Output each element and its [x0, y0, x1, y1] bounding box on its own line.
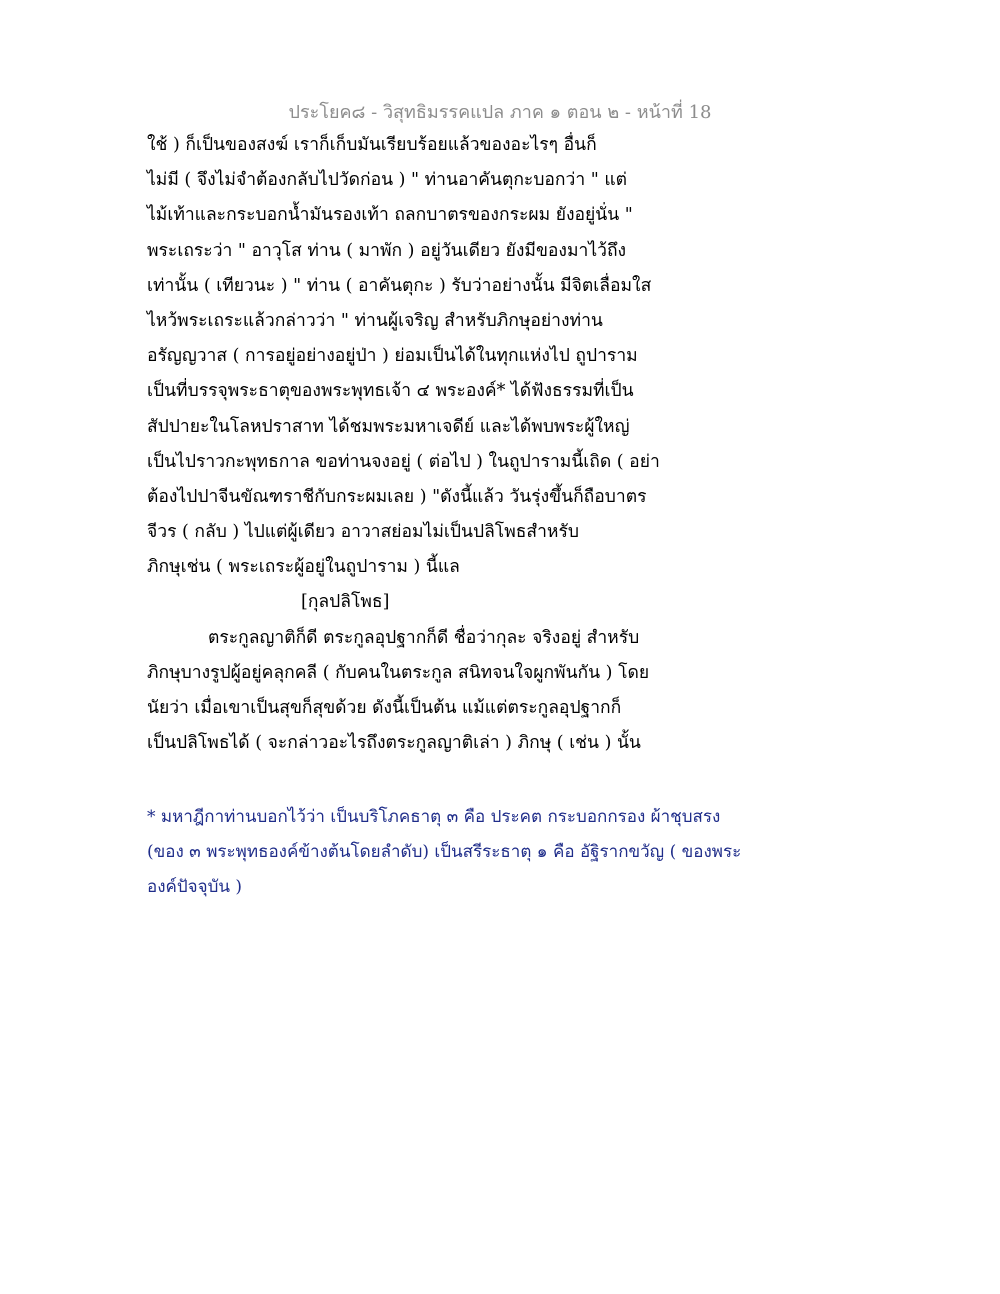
body-line: เป็นไปราวกะพุทธกาล ขอท่านจงอยู่ ( ต่อไป ) ในถูปารามนี้เถิด ( อย่า	[147, 451, 660, 472]
body-line: ไม่มี ( จึงไม่จำต้องกลับไปวัดก่อน ) " ท่านอาคันตุกะบอกว่า " แต่	[147, 170, 628, 191]
footnote-line: * มหาฎีกาท่านบอกไว้ว่า เป็นบริโภคธาตุ ๓ คือ ประคต กระบอกกรอง ผ้าชุบสรง	[147, 807, 721, 827]
body-line: อรัญญวาส ( การอยู่อย่างอยู่ป่า ) ย่อมเป็นได้ในทุกแห่งไป ถูปาราม	[147, 346, 638, 367]
body-line: พระเถระว่า " อาวุโส ท่าน ( มาพัก ) อยู่วันเดียว ยังมีของมาไว้ถึง	[147, 240, 627, 261]
body-line: สัปปายะในโลหปราสาท ได้ชมพระมหาเจดีย์ และได้พบพระผู้ใหญ่	[147, 416, 630, 437]
page-header: ประโยค๘ - วิสุทธิมรรคแปล ภาค ๑ ตอน ๒ - หน้าที่ 18	[288, 102, 712, 123]
body-text	[147, 128, 867, 761]
body-line: เท่านั้น ( เทียวนะ ) " ท่าน ( อาคันตุกะ ) รับว่าอย่างนั้น มีจิตเลื่อมใส	[147, 275, 652, 296]
footnote-line: องค์ปัจจุบัน )	[147, 877, 243, 897]
body-line: ต้องไปปาจีนขัณฑราชีกับกระผมเลย ) "ดังนี้แล้ว วันรุ่งขึ้นก็ถือบาตร	[147, 486, 647, 507]
body-line: นัยว่า เมื่อเขาเป็นสุขก็สุขด้วย ดังนี้เป็นต้น แม้แต่ตระกูลอุปฐากก็	[147, 698, 622, 718]
body-line: เป็นปลิโพธได้ ( จะกล่าวอะไรถึงตระกูลญาติเล่า ) ภิกษุ ( เช่น ) นั้น	[147, 733, 641, 754]
section-heading: [กุลปลิโพธ]	[301, 592, 390, 613]
body-line: ไหว้พระเถระแล้วกล่าวว่า " ท่านผู้เจริญ สำหรับภิกษุอย่างท่าน	[147, 310, 603, 331]
body-line: ไม้เท้าและกระบอกน้ำมันรองเท้า ถลกบาตรของกระผม ยังอยู่นั่น "	[147, 205, 633, 226]
body-line: จีวร ( กลับ ) ไปแต่ผู้เดียว อาวาสย่อมไม่เป็นปลิโพธสำหรับ	[147, 522, 579, 543]
body-line: ภิกษุบางรูปผู้อยู่คลุกคลี ( กับคนในตระกูล สนิทจนใจผูกพันกัน ) โดย	[147, 662, 650, 683]
footnote	[147, 800, 867, 905]
body-line: ภิกษุเช่น ( พระเถระผู้อยู่ในถูปาราม ) นี้แล	[147, 557, 460, 578]
body-line: เป็นที่บรรจุพระธาตุของพระพุทธเจ้า ๔ พระองค์* ได้ฟังธรรมที่เป็น	[147, 381, 634, 402]
footnote-line: (ของ ๓ พระพุทธองค์ข้างต้นโดยลำดับ) เป็นสรีระธาตุ ๑ คือ อัฐิรากขวัญ ( ของพระ	[147, 842, 742, 862]
body-line: ใช้ ) ก็เป็นของสงฆ์ เราก็เก็บมันเรียบร้อยแล้วของอะไรๆ อื่นก็	[147, 135, 597, 155]
body-line: ตระกูลญาติก็ดี ตระกูลอุปฐากก็ดี ชื่อว่ากุละ จริงอยู่ สำหรับ	[208, 627, 640, 648]
